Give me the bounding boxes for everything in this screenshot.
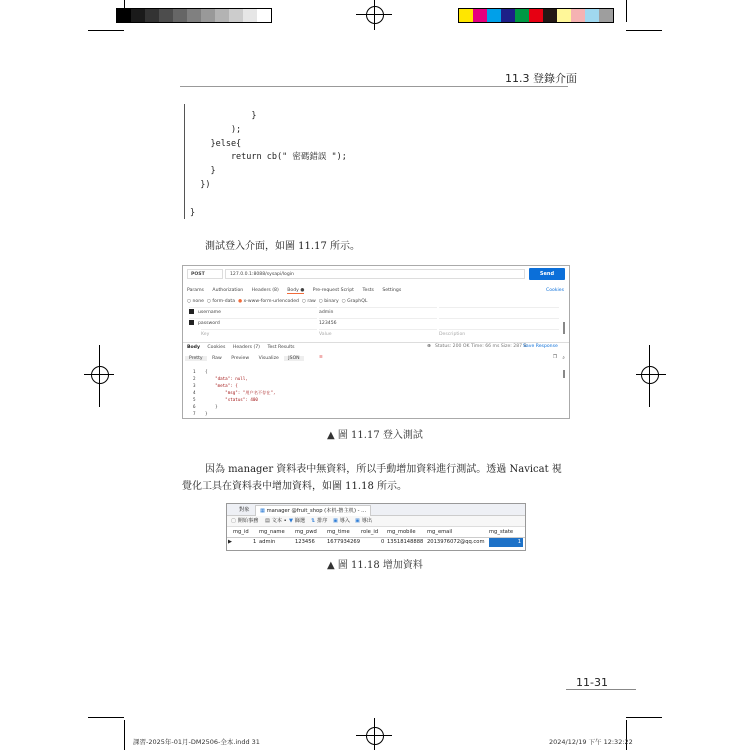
col-header[interactable]: mg_email [427, 529, 453, 535]
cookies-link[interactable]: Cookies [546, 288, 564, 293]
navicat-toolbar [227, 516, 525, 527]
format-raw[interactable]: Raw [212, 356, 222, 361]
code-line: } [190, 111, 257, 121]
export-icon: ▣ [355, 518, 360, 524]
body-type-radios [183, 299, 569, 304]
footer-filename: 課習-2025年-01月-DM2506-全本.indd 31 [133, 738, 260, 746]
col-header[interactable]: mg_pwd [295, 529, 317, 535]
navicat-screenshot [226, 503, 526, 551]
table-row [227, 538, 525, 547]
code-block [190, 110, 347, 220]
format-bar [183, 356, 569, 361]
request-tabs [183, 288, 569, 293]
tab-settings[interactable]: Settings [382, 288, 402, 293]
method-select[interactable]: POST [187, 269, 223, 279]
cell[interactable]: 0 [381, 539, 385, 545]
tab-manager-table[interactable]: ▦ manager @fruit_shop (本机-撸主机) - ... [255, 505, 371, 516]
cell[interactable]: 2013976072@qq.com [427, 539, 485, 545]
col-header[interactable]: role_id [361, 529, 379, 535]
cell[interactable]: 1677934269 [327, 539, 361, 545]
radio-none[interactable]: ○ none [187, 299, 204, 304]
import-button[interactable]: ▣ 導入 [333, 518, 350, 524]
radio-form-data[interactable]: ○ form-data [206, 299, 236, 304]
paragraph-line-1: 因為 manager 資料表中無資料，所以手動增加資料進行測試。透過 Navicat 視 [205, 464, 562, 475]
radio-urlencoded[interactable]: ● x-www-form-urlencoded [237, 299, 299, 304]
table-icon: ▦ [260, 508, 265, 514]
selected-cell[interactable]: 1 [489, 538, 523, 547]
copy-icon[interactable]: ❐ [552, 355, 557, 360]
cell[interactable]: 1 [253, 539, 257, 545]
code-line: } [190, 166, 216, 177]
tab-objects[interactable]: 對象 [239, 507, 250, 513]
tab-body[interactable]: Body ● [287, 288, 305, 293]
code-line: } [190, 207, 196, 218]
export-button[interactable]: ▣ 導出 [355, 518, 372, 524]
filter-icon: ▼ [289, 518, 293, 524]
code-line: return cb(" 密碼錯誤 "); [190, 152, 347, 163]
figure-caption-2: ▲ 圖 11.18 增加資料 [327, 560, 423, 571]
col-header[interactable]: mg_time [327, 529, 350, 535]
format-json-select[interactable]: JSON [284, 356, 303, 361]
text-button[interactable]: ▤ 文本 • [265, 518, 287, 524]
code-line: }else{ [190, 138, 242, 149]
row-pointer-icon: ▶ [228, 539, 232, 545]
url-input[interactable]: 127.0.0.1:8088/sysapi/login [225, 269, 525, 279]
checkbox-icon[interactable] [189, 320, 194, 325]
cell[interactable]: 123456 [295, 539, 315, 545]
tab-authorization[interactable]: Authorization [212, 288, 244, 293]
response-tab-tests[interactable]: Test Results [267, 345, 295, 350]
page-number: 11-31 [576, 676, 608, 689]
color-bar [458, 8, 614, 23]
tab-params[interactable]: Params [187, 288, 204, 293]
text-icon: ▤ [265, 518, 270, 524]
code-rule [184, 104, 185, 219]
sort-button[interactable]: ⇅ 排序 [311, 518, 328, 524]
format-pretty[interactable]: Pretty [185, 356, 207, 361]
scrollbar[interactable] [563, 370, 565, 378]
grayscale-bar [116, 8, 272, 23]
intro-text: 測試登入介面，如圖 11.17 所示。 [205, 241, 360, 252]
footer-timestamp: 2024/12/19 下午 12:32:22 [549, 738, 633, 746]
col-header[interactable]: mg_id [233, 529, 249, 535]
format-visualize[interactable]: Visualize [258, 356, 279, 361]
postman-screenshot: POST 127.0.0.1:8088/sysapi/login Send Params Authorization Headers (8) Body ● Pre-request Script Tests Settings Cookies ○ none ○ form-data ● x-www-form-urlencoded ○ raw ○ binary ○ GraphQL username admin password 123456 Key Value Description Body Cookies Headers (7) Test Results ⊕ Status: 200 OK Time: 66 ms Size: 287 B Save Response Pretty Raw Preview Visualize JSON ≡ ❐ ⌕ 1 { 2 "data": null, 3 "meta": { 4 "msg": "用户名不存在", 5 "status": 400 6 } 7 } [182, 265, 570, 419]
tab-headers[interactable]: Headers (8) [251, 288, 279, 293]
response-tab-cookies[interactable]: Cookies [207, 345, 226, 350]
running-header: 11.3 登錄介面 [505, 72, 577, 85]
checkbox-icon[interactable] [189, 309, 194, 314]
format-preview[interactable]: Preview [231, 356, 250, 361]
params-scrollbar[interactable] [563, 322, 565, 334]
navicat-tabbar [227, 504, 525, 516]
import-icon: ▣ [333, 518, 338, 524]
col-header[interactable]: mg_mobile [387, 529, 416, 535]
filter-button[interactable]: ▼ 篩選 [289, 518, 306, 524]
response-status: Status: 200 OK Time: 66 ms Size: 287 B [435, 344, 527, 349]
figure-caption-1: ▲ 圖 11.17 登入測試 [327, 430, 423, 441]
col-header[interactable]: mg_state [489, 529, 514, 535]
begin-transaction-button[interactable]: ▢ 開始事務 [231, 518, 259, 524]
code-line: }) [190, 179, 211, 190]
header-rule [180, 86, 568, 87]
save-response-button[interactable]: Save Response [523, 344, 558, 349]
radio-raw[interactable]: ○ raw [301, 299, 316, 304]
transaction-icon: ▢ [231, 518, 236, 524]
sort-icon: ⇅ [311, 518, 316, 524]
response-tab-body[interactable]: Body [187, 345, 200, 350]
table-header [227, 528, 525, 538]
page-number-rule [566, 689, 636, 690]
col-header[interactable]: mg_name [259, 529, 285, 535]
cell[interactable]: 13518148888 [387, 539, 424, 545]
radio-graphql[interactable]: ○ GraphQL [341, 299, 368, 304]
response-tab-headers[interactable]: Headers (7) [232, 345, 260, 350]
send-button[interactable]: Send [529, 268, 565, 280]
tab-prerequest[interactable]: Pre-request Script [312, 288, 354, 293]
globe-icon: ⊕ [427, 344, 431, 349]
search-icon[interactable]: ⌕ [562, 356, 565, 361]
cell[interactable]: admin [259, 539, 276, 545]
code-line: ); [190, 124, 242, 135]
wrap-icon[interactable]: ≡ [319, 355, 323, 360]
tab-tests[interactable]: Tests [362, 288, 374, 293]
radio-binary[interactable]: ○ binary [318, 299, 339, 304]
paragraph-line-2: 覺化工具在資料表中增加資料，如圖 11.18 所示。 [182, 481, 407, 492]
